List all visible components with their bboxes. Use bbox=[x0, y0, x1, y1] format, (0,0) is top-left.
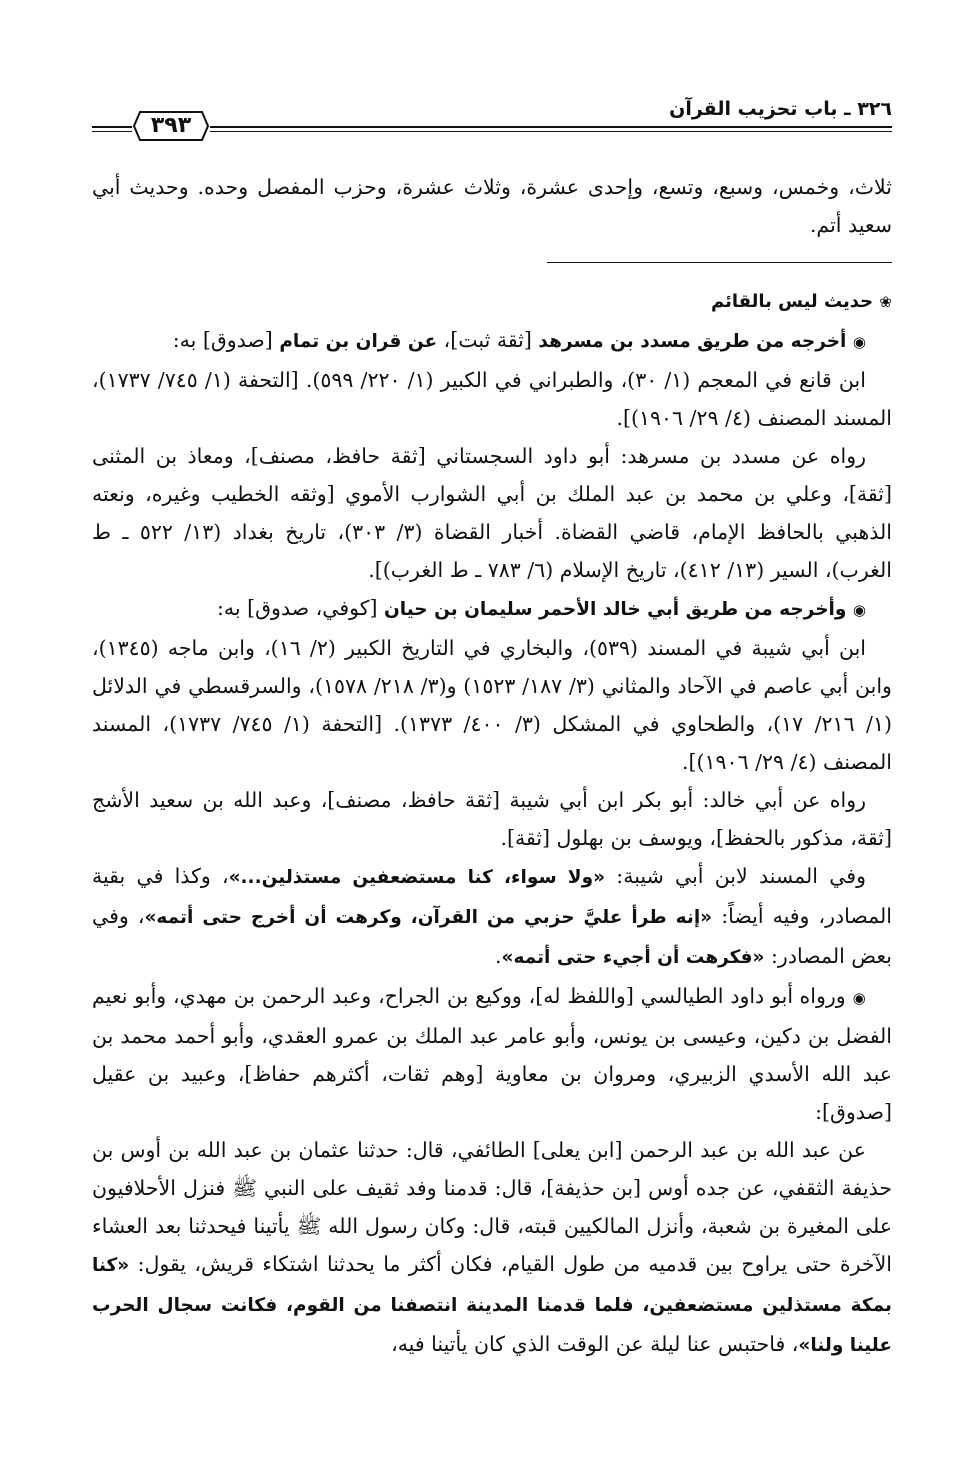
text-span: ورواه أبو داود الطيالسي [واللفظ له]، ووكيع بن الجراح، وعبد الرحمن بن مهدي، وأبو نعيم الفضل بن دكين، وعيسى بن يونس، وأبو عامر عبد الملك بن عمرو العقدي، وأبو أحمد محمد بن عبد الله الأسدي الزبيري، ومروان بن معاوية [وهم ثقات، أكثرهم حفاظ]، وعبيد بن عقيل [صدوق]: bbox=[92, 984, 892, 1124]
text-span: عن عبد الله بن عبد الرحمن [ابن يعلى] الطائفي، قال: حدثنا عثمان بن عبد الله بن أوس بن حذيفة الثقفي، عن جده أوس [بن حذيفة]، قال: قدمنا وفد ثقيف على النبي ﷺ فنزل الأحلافيون على المغيرة بن شعبة، وأنزل المالكيين قبته، قال: وكان رسول الله ﷺ يأتينا فيحدثنا بعد العشاء الآخرة حتى يراوح بين قدميه من طول القيام، فكان أكثر ما يحدثنا اشتكاء قريش، يقول: bbox=[92, 1138, 892, 1276]
paragraph bbox=[92, 1131, 892, 1365]
bullet-icon: ◉ bbox=[852, 333, 866, 351]
paragraph bbox=[92, 857, 892, 977]
page-header bbox=[92, 88, 892, 148]
text-span: [ثقة ثبت]، bbox=[443, 328, 532, 352]
page-number: ٣٩٣ bbox=[150, 113, 192, 138]
bold-phrase: عن قران بن تمام bbox=[279, 331, 438, 352]
text-span: [صدوق] به: bbox=[172, 328, 273, 352]
text-span: ، وكذا في بقية المصادر، وفيه أيضاً: bbox=[92, 864, 892, 928]
takhrij-line bbox=[92, 589, 892, 629]
paragraph: ابن قانع في المعجم (١/ ٣٠)، والطبراني في الكبير (١/ ٢٢٠/ ٥٩٩). [التحفة (١/ ٧٤٥/ ١٧٣٧)، المسند المصنف (٤/ ٢٩/ ١٩٠٦)]. bbox=[92, 368, 892, 430]
quote: «فكرهت أن أجيء حتى أتمه» bbox=[501, 947, 765, 968]
paragraph: رواه عن أبي خالد: أبو بكر ابن أبي شيبة [ثقة حافظ، مصنف]، وعبد الله بن سعيد الأشج [ثقة، مذكور بالحفظ]، ويوسف بن بهلول [ثقة]. bbox=[92, 788, 892, 850]
text-span: وفي المسند لابن أبي شيبة: bbox=[616, 864, 866, 888]
takhrij-line bbox=[92, 321, 892, 361]
page-number-badge bbox=[132, 108, 210, 144]
quote: «إنه طرأ عليَّ حزبي من القرآن، وكرهت أن أخرج حتى أتمه» bbox=[144, 907, 713, 928]
text-span: ، وفي بعض المصادر: bbox=[92, 904, 892, 968]
text-span: ، فاحتبس عنا ليلة عن الوقت الذي كان يأتينا فيه، bbox=[391, 1332, 799, 1356]
flower-icon: ❀ bbox=[879, 293, 892, 311]
bullet-icon: ◉ bbox=[852, 989, 866, 1007]
quote: «ولا سواء، كنا مستضعفين مستذلين...» bbox=[228, 867, 606, 888]
section-heading bbox=[92, 283, 892, 321]
bullet-icon: ◉ bbox=[852, 601, 866, 619]
paragraph: ابن أبي شيبة في المسند (٥٣٩)، والبخاري في التاريخ الكبير (٢/ ١٦)، وابن ماجه (١٣٤٥)، وابن أبي عاصم في الآحاد والمثاني (٣/ ١٨٧/ ١٥٢٣) و(٣/ ٢١٨/ ١٥٧٨)، والسرقسطي في الدلائل (١/ ٢١٦/ ١٧)، والطحاوي في المشكل (٣/ ٤٠٠/ ١٣٧٣). [التحفة (١/ ٧٤٥/ ١٧٣٧)، المسند المصنف (٤/ ٢٩/ ١٩٠٦)]. bbox=[92, 636, 892, 774]
chapter-title: ٣٢٦ ـ باب تحزيب القرآن bbox=[669, 98, 892, 120]
bold-phrase: وأخرجه من طريق أبي خالد الأحمر سليمان بن حيان bbox=[384, 599, 847, 620]
text-span: [كوفي، صدوق] به: bbox=[217, 596, 378, 620]
bold-phrase: أخرجه من طريق مسدد بن مسرهد bbox=[538, 331, 847, 352]
page-body bbox=[92, 168, 892, 1365]
section-divider bbox=[547, 262, 892, 263]
text-span: . bbox=[495, 944, 502, 968]
paragraph: ثلاث، وخمس، وسبع، وتسع، وإحدى عشرة، وثلاث عشرة، وحزب المفصل وحده. وحديث أبي سعيد أتم. bbox=[92, 175, 892, 237]
section-title: حديث ليس بالقائم bbox=[711, 291, 874, 312]
quote: «كنا بمكة مستذلين مستضعفين، فلما قدمنا المدينة انتصفنا من القوم، فكانت سجال الحرب علينا ولنا» bbox=[92, 1255, 892, 1356]
header-rule-thin bbox=[92, 131, 892, 132]
paragraph: رواه عن مسدد بن مسرهد: أبو داود السجستاني [ثقة حافظ، مصنف]، ومعاذ بن المثنى [ثقة]، وعلي بن محمد بن عبد الملك بن أبي الشوارب الأموي [وثقه الخطيب وغيره، ونعته الذهبي بالحافظ الإمام، قاضي القضاة. أخبار القضاة (٣/ ٣٠٣)، تاريخ بغداد (١٣/ ٥٢٢ ـ ط الغرب)، السير (١٣/ ٤١٢)، تاريخ الإسلام (٦/ ٧٨٣ ـ ط الغرب)]. bbox=[92, 444, 892, 582]
paragraph bbox=[92, 977, 892, 1131]
header-rule bbox=[92, 126, 892, 128]
